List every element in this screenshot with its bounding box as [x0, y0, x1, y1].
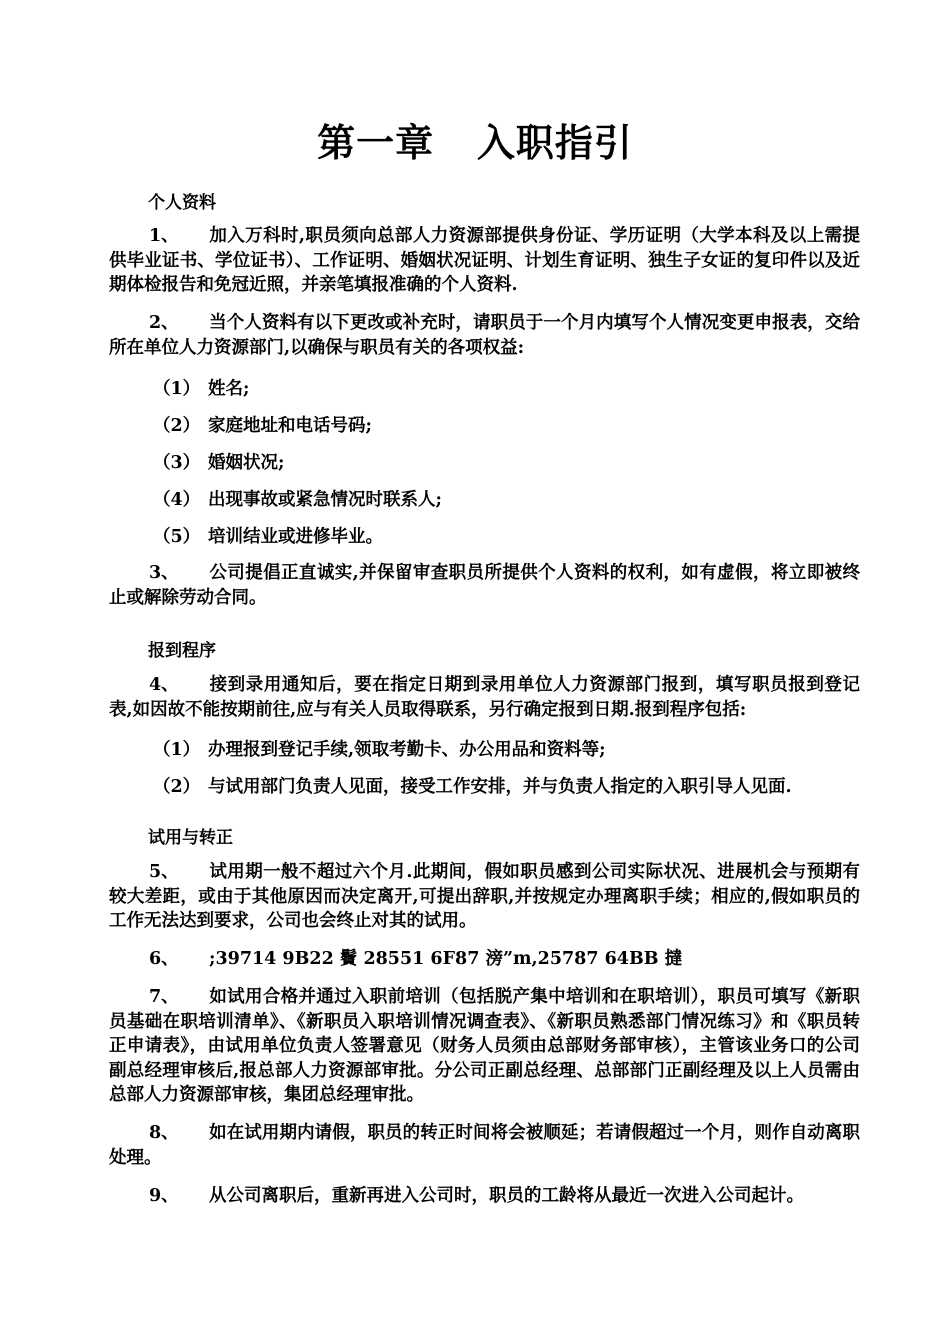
chapter-title: 第一章 入职指引 [317, 121, 633, 165]
paragraph-text: 接到录用通知后，要在指定日期到录用单位人力资源部门报到，填写职员报到登记表,如因故不能按期前往,应与有关人员取得联系，另行确定报到日期.报到程序包括: [109, 675, 860, 720]
list-item [153, 449, 904, 474]
paragraph-number: 2、 [149, 313, 179, 333]
paragraph-number: 3、 [149, 563, 179, 583]
paragraph-text: 当个人资料有以下更改或补充时，请职员于一个月内填写个人情况变更申报表，交给所在单位人力资源部门,以确保与职员有关的各项权益: [109, 313, 860, 358]
paragraph-text: 如在试用期内请假，职员的转正时间将会被顺延；若请假超过一个月，则作自动离职处理。 [109, 1123, 860, 1168]
section-heading-report: 报到程序 [148, 641, 216, 661]
list-item [153, 486, 904, 511]
list-item [153, 773, 904, 798]
section-heading-probation: 试用与转正 [148, 828, 233, 848]
paragraph-8 [109, 1121, 860, 1170]
section-heading-personal: 个人资料 [148, 193, 216, 213]
paragraph-7 [109, 985, 860, 1108]
paragraph-number: 8、 [149, 1123, 179, 1143]
paragraph-3 [109, 561, 860, 610]
paragraph-9 [109, 1184, 860, 1209]
list-item-text: 出现事故或紧急情况时联系人; [208, 490, 442, 510]
paragraph-text: 公司提倡正直诚实,并保留审查职员所提供个人资料的权利，如有虚假，将立即被终止或解除劳动合同。 [109, 563, 860, 608]
list-item-text: 婚姻状况; [208, 453, 285, 473]
list-item-number: （3） [153, 453, 201, 473]
list-item [153, 375, 904, 400]
paragraph-number: 6、 [149, 949, 179, 969]
list-item-number: （4） [153, 490, 201, 510]
list-item [153, 523, 904, 548]
list-item-number: （5） [153, 527, 201, 547]
list-item-number: （2） [153, 416, 201, 436]
paragraph-text: 加入万科时,职员须向总部人力资源部提供身份证、学历证明（大学本科及以上需提供毕业证书、学位证书）、工作证明、婚姻状况证明、计划生育证明、独生子女证的复印件以及近期体检报告和免冠近照，并亲笔填报准确的个人资料. [109, 226, 860, 295]
list-item-text: 家庭地址和电话号码; [208, 416, 372, 436]
list-item-text: 办理报到登记手续,领取考勤卡、办公用品和资料等; [208, 740, 606, 760]
list-item-text: 与试用部门负责人见面，接受工作安排，并与负责人指定的入职引导人见面. [208, 777, 792, 797]
list-item [153, 736, 904, 761]
paragraph-text: 从公司离职后，重新再进入公司时，职员的工龄将从最近一次进入公司起计。 [209, 1186, 804, 1206]
list-item-number: （2） [153, 777, 201, 797]
paragraph-number: 9、 [149, 1186, 179, 1206]
paragraph-4 [109, 673, 860, 722]
paragraph-number: 7、 [149, 987, 179, 1007]
list-item-text: 培训结业或进修毕业。 [208, 527, 383, 547]
list-item-text: 姓名; [208, 379, 250, 399]
list-item [153, 412, 904, 437]
paragraph-1 [109, 224, 860, 298]
list-item-number: （1） [153, 740, 201, 760]
paragraph-text: ;39714 9B22 鬢 28551 6F87 滂”m,25787 64BB 撻 [209, 949, 683, 969]
paragraph-text: 试用期一般不超过六个月.此期间，假如职员感到公司实际状况、进展机会与预期有较大差距，或由于其他原因而决定离开,可提出辞职,并按规定办理离职手续；相应的,假如职员的工作无法达到要求，公司也会终止对其的试用。 [109, 862, 860, 931]
paragraph-text: 如试用合格并通过入职前培训（包括脱产集中培训和在职培训），职员可填写《新职员基础在职培训清单》、《新职员入职培训情况调查表》、《新职员熟悉部门情况练习》和《职员转正申请表》，由试用单位负责人签署意见（财务人员须由总部财务部审核），主管该业务口的公司副总经理审核后,报总部人力资源部审批。分公司正副总经理、总部部门正副经理及以上人员需由总部人力资源部审核，集团总经理审批。 [109, 987, 860, 1105]
paragraph-number: 1、 [149, 226, 179, 246]
list-item-number: （1） [153, 379, 201, 399]
paragraph-number: 4、 [149, 675, 179, 695]
paragraph-number: 5、 [149, 862, 179, 882]
paragraph-2 [109, 311, 860, 360]
paragraph-5 [109, 860, 860, 934]
paragraph-6 [109, 947, 860, 972]
